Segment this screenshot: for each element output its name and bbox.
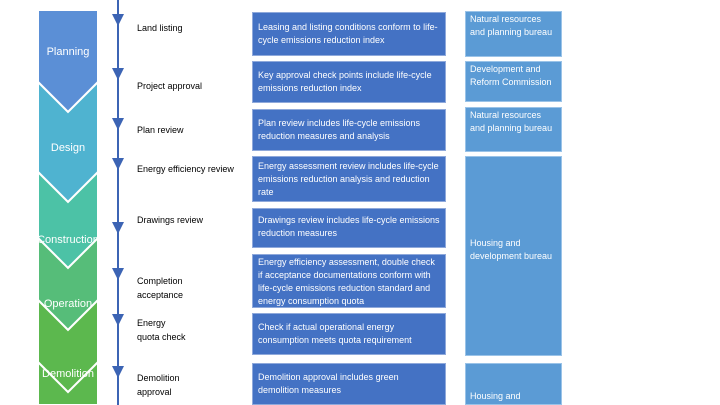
step-energy-efficiency-review: Energy efficiency review xyxy=(137,164,234,174)
timeline-arrow xyxy=(112,118,124,130)
timeline-arrow xyxy=(112,222,124,234)
phase-label-construction: Construction xyxy=(37,234,99,246)
agency-box: Natural resources and planning bureau xyxy=(465,107,562,152)
description-box: Plan review includes life-cycle emissions reduction measures and analysis xyxy=(252,109,446,151)
timeline-line xyxy=(117,0,119,405)
description-box: Key approval check points include life-cycle emissions reduction index xyxy=(252,61,446,103)
step-project-approval: Project approval xyxy=(137,81,203,91)
step-drawings-review: Drawings review xyxy=(137,215,204,225)
description-box: Leasing and listing conditions conform to life-cycle emissions reduction index xyxy=(252,12,446,56)
agency-box: Development and Reform Commission xyxy=(465,61,562,102)
agency-box: Housing and xyxy=(465,363,562,405)
step-plan-review: Plan review xyxy=(137,125,184,135)
phase-label-demolition: Demolition xyxy=(42,368,94,380)
step-completion-acceptance: Completion acceptance xyxy=(137,276,184,300)
timeline-arrow xyxy=(112,14,124,26)
timeline-arrow xyxy=(112,158,124,170)
agency-box: Natural resources and planning bureau xyxy=(465,11,562,57)
agency-box: Housing and development bureau xyxy=(465,156,562,356)
description-box: Demolition approval includes green demolition measures xyxy=(252,363,446,405)
description-box: Check if actual operational energy consumption meets quota requirement xyxy=(252,313,446,355)
description-box: Energy efficiency assessment, double check if acceptance documentations conform with life-cycle emissions reduction standard and energy consumption quota xyxy=(252,254,446,308)
step-land-listing: Land listing xyxy=(137,23,183,33)
phase-label-planning: Planning xyxy=(46,46,90,58)
timeline-arrow xyxy=(112,366,124,378)
step-demolition-approval: Demolition approval xyxy=(137,373,180,397)
phase-label-design: Design xyxy=(50,142,86,154)
timeline-arrow xyxy=(112,68,124,80)
description-box: Drawings review includes life-cycle emissions reduction measures xyxy=(252,208,446,248)
description-box: Energy assessment review includes life-cycle emissions reduction analysis and reduction rate xyxy=(252,156,446,202)
step-energy-quota-check: Energy quota check xyxy=(137,318,186,342)
timeline-arrow xyxy=(112,314,124,326)
phase-label-operation: Operation xyxy=(43,298,93,310)
timeline-arrow xyxy=(112,268,124,280)
